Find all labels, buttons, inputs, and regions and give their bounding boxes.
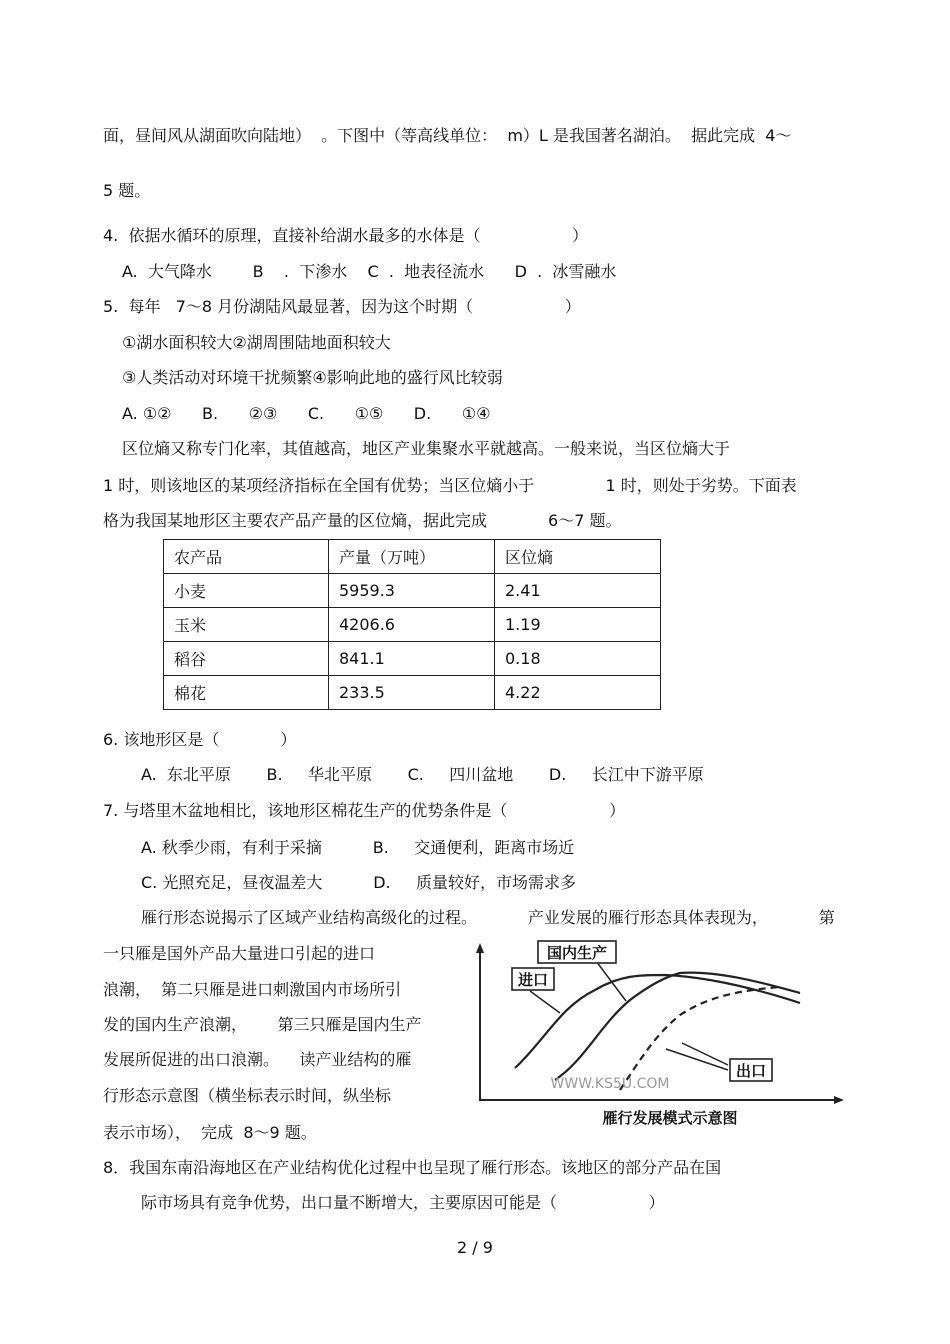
passage2-line-3: 格为我国某地形区主要农产品产量的区位熵，据此完成 6～7 题。: [103, 511, 622, 530]
q5-options: A. ①② B. ②③ C. ①⑤ D. ①④: [122, 404, 491, 423]
table-header-cell: 区位熵: [495, 540, 661, 574]
x-axis-arrow: [834, 1096, 844, 1104]
y-axis-arrow: [476, 943, 484, 953]
passage3-line-1: 雁行形态说揭示了区域产业结构高级化的过程。 产业发展的雁行形态具体表现为， 第: [141, 908, 835, 927]
table-cell: 4206.6: [329, 608, 495, 642]
table-cell: 5959.3: [329, 574, 495, 608]
table-cell: 841.1: [329, 642, 495, 676]
passage2-line-1: 区位熵又称专门化率，其值越高，地区产业集聚水平就越高。一般来说，当区位熵大于: [122, 439, 731, 458]
domestic-pointer: [596, 961, 626, 1001]
intro-line-1: 面，昼间风从湖面吹向陆地） 。下图中（等高线单位： m）L 是我国著名湖泊。 据此完成 4～: [103, 126, 792, 145]
table-row: [164, 574, 661, 608]
passage3-line-4: 发的国内生产浪潮， 第三只雁是国内生产: [103, 1015, 422, 1034]
q6-options: A. 东北平原 B. 华北平原 C. 四川盆地 D. 长江中下游平原: [141, 765, 704, 784]
passage2-line-2: 1 时，则该地区的某项经济指标在全国有优势；当区位熵小于 1 时，则处于劣势。下面表: [103, 476, 797, 495]
q6-stem: 6. 该地形区是（ ）: [103, 730, 297, 749]
table-cell: 小麦: [164, 574, 329, 608]
passage3-line-6: 行形态示意图（横坐标表示时间，纵坐标: [103, 1086, 392, 1105]
q5-stem: 5. 每年 7～8 月份湖陆风最显著，因为这个时期（ ）: [103, 297, 581, 316]
q5-item-1: ①湖水面积较大②湖周围陆地面积较大: [122, 333, 391, 352]
import-label: 进口: [517, 971, 549, 989]
export-pointer-2: [666, 1049, 728, 1070]
page-number: 2 / 9: [457, 1238, 493, 1257]
figure-caption: 雁行发展模式示意图: [602, 1109, 738, 1127]
table-row: [164, 676, 661, 710]
passage3-line-2: 一只雁是国外产品大量进口引起的进口: [103, 944, 376, 963]
q7-stem: 7. 与塔里木盆地相比，该地形区棉花生产的优势条件是（ ）: [103, 801, 626, 820]
table-cell: 2.41: [495, 574, 661, 608]
watermark: WWW.KS5U.COM: [550, 1076, 670, 1092]
table-cell: 稻谷: [164, 642, 329, 676]
table-header-cell: 产量（万吨）: [329, 540, 495, 574]
table-header-cell: 农产品: [164, 540, 329, 574]
intro-line-2: 5 题。: [103, 181, 151, 200]
q8-stem: 8．我国东南沿海地区在产业结构优化过程中也呈现了雁行形态。该地区的部分产品在国: [103, 1158, 722, 1177]
q4-options: A. 大气降水 B . 下渗水 C . 地表径流水 D . 冰雪融水: [122, 262, 617, 281]
table-cell: 4.22: [495, 676, 661, 710]
table-cell: 1.19: [495, 608, 661, 642]
table-cell: 233.5: [329, 676, 495, 710]
export-label: 出口: [735, 1062, 767, 1080]
flying-geese-diagram: [470, 935, 850, 1130]
table-cell: 棉花: [164, 676, 329, 710]
table-row: [164, 642, 661, 676]
import-pointer: [530, 991, 560, 1013]
q5-item-2: ③人类活动对环境干扰频繁④影响此地的盛行风比较弱: [122, 368, 503, 387]
q7-options-ab: A. 秋季少雨，有利于采摘 B. 交通便利，距离市场近: [141, 838, 575, 857]
domestic-production-label: 国内生产: [546, 944, 608, 962]
q4-stem: 4. 依据水循环的原理，直接补给湖水最多的水体是（ ）: [103, 226, 588, 245]
table-cell: 玉米: [164, 608, 329, 642]
import-curve: [515, 975, 800, 1068]
table-header-row: [164, 540, 661, 574]
table-row: [164, 608, 661, 642]
q8-stem-2: 际市场具有竞争优势，出口量不断增大，主要原因可能是（ ）: [141, 1193, 665, 1212]
table-cell: 0.18: [495, 642, 661, 676]
passage3-line-5: 发展所促进的出口浪潮。 读产业结构的雁: [103, 1050, 412, 1069]
q7-options-cd: C. 光照充足，昼夜温差大 D. 质量较好，市场需求多: [141, 873, 577, 892]
passage3-line-3: 浪潮， 第二只雁是进口刺激国内市场所引: [103, 980, 402, 999]
passage3-line-7: 表示市场）， 完成 8～9 题。: [103, 1123, 317, 1142]
location-quotient-table: [163, 539, 661, 710]
